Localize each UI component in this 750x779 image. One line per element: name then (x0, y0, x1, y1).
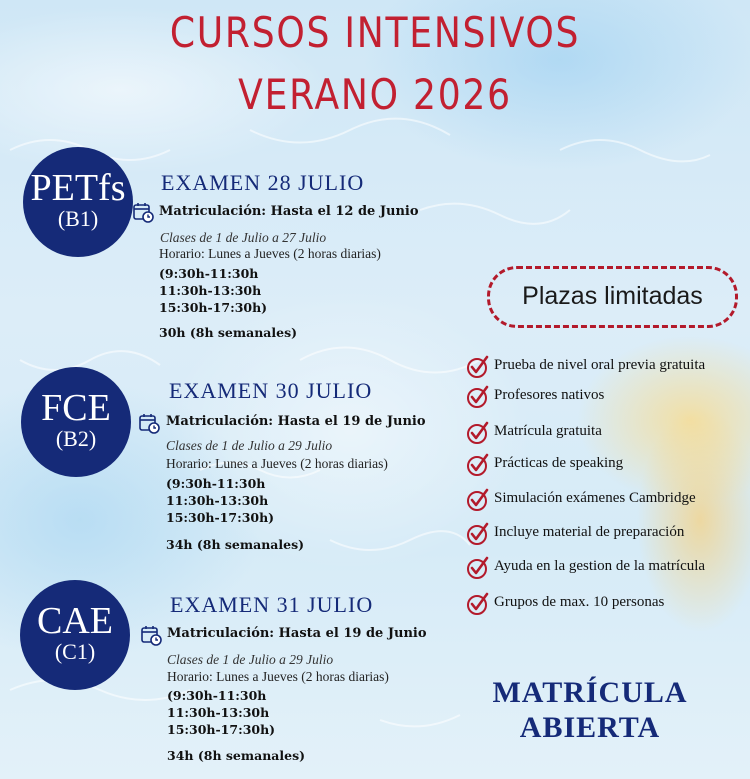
check-circle-icon (466, 421, 490, 445)
calendar-clock-icon (138, 412, 160, 434)
feature-text: Grupos de max. 10 personas (494, 594, 665, 610)
cta-line-1: MATRÍCULA (492, 676, 688, 709)
level-badge (20, 580, 130, 690)
check-circle-icon (466, 355, 490, 379)
registration-deadline: Matriculación: Hasta el 19 de Junio (166, 414, 426, 429)
limited-places-badge: Plazas limitadas (487, 266, 738, 328)
time-slot: (9:30h-11:30h (166, 476, 266, 491)
check-circle-icon (466, 556, 490, 580)
time-slot: (9:30h-11:30h (159, 266, 259, 281)
check-circle-icon (466, 453, 490, 477)
total-hours: 34h (8h semanales) (167, 748, 306, 763)
calendar-clock-icon (132, 201, 154, 223)
check-circle-icon (466, 488, 490, 512)
time-slot: (9:30h-11:30h (167, 688, 267, 703)
feature-text: Incluye material de preparación (494, 524, 685, 540)
feature-text: Profesores nativos (494, 387, 605, 403)
badge-level: (B1) (57, 206, 99, 231)
badge-code: FCE (41, 387, 111, 429)
total-hours: 34h (8h semanales) (166, 537, 305, 552)
schedule: Horario: Lunes a Jueves (2 horas diarias) (167, 669, 389, 684)
check-circle-icon (466, 592, 490, 616)
exam-date: EXAMEN 30 JULIO (169, 378, 373, 403)
check-circle-icon (466, 385, 490, 409)
total-hours: 30h (8h semanales) (159, 325, 298, 340)
badge-level: (B2) (55, 426, 97, 451)
badge-level: (C1) (54, 639, 96, 664)
level-badge (21, 367, 131, 477)
feature-text: Prácticas de speaking (494, 455, 624, 471)
feature-text: Prueba de nivel oral previa gratuita (494, 357, 706, 373)
time-slot: 11:30h-13:30h (166, 493, 269, 508)
time-slot: 15:30h-17:30h) (159, 300, 268, 315)
feature-text: Simulación exámenes Cambridge (494, 490, 696, 506)
schedule: Horario: Lunes a Jueves (2 horas diarias) (159, 246, 381, 261)
calendar-clock-icon (140, 624, 162, 646)
schedule: Horario: Lunes a Jueves (2 horas diarias) (166, 456, 388, 471)
class-dates: Clases de 1 de Julio a 29 Julio (166, 438, 333, 453)
class-dates: Clases de 1 de Julio a 27 Julio (160, 230, 327, 245)
level-badge (23, 147, 133, 257)
cta-line-2: ABIERTA (519, 711, 661, 744)
time-slot: 11:30h-13:30h (159, 283, 262, 298)
time-slot: 15:30h-17:30h) (167, 722, 276, 737)
check-circle-icon (466, 522, 490, 546)
feature-text: Matrícula gratuita (494, 423, 602, 439)
registration-deadline: Matriculación: Hasta el 19 de Junio (167, 626, 427, 641)
badge-code: PETfs (30, 167, 126, 209)
exam-date: EXAMEN 28 JULIO (161, 170, 365, 195)
title-line-2: VERANO 2026 (238, 70, 512, 119)
title-line-1: CURSOS INTENSIVOS (169, 8, 581, 57)
badge-code: CAE (37, 600, 113, 642)
time-slot: 15:30h-17:30h) (166, 510, 275, 525)
time-slot: 11:30h-13:30h (167, 705, 270, 720)
class-dates: Clases de 1 de Julio a 29 Julio (167, 652, 334, 667)
registration-deadline: Matriculación: Hasta el 12 de Junio (159, 204, 419, 219)
feature-text: Ayuda en la gestion de la matrícula (494, 558, 706, 574)
exam-date: EXAMEN 31 JULIO (170, 592, 374, 617)
